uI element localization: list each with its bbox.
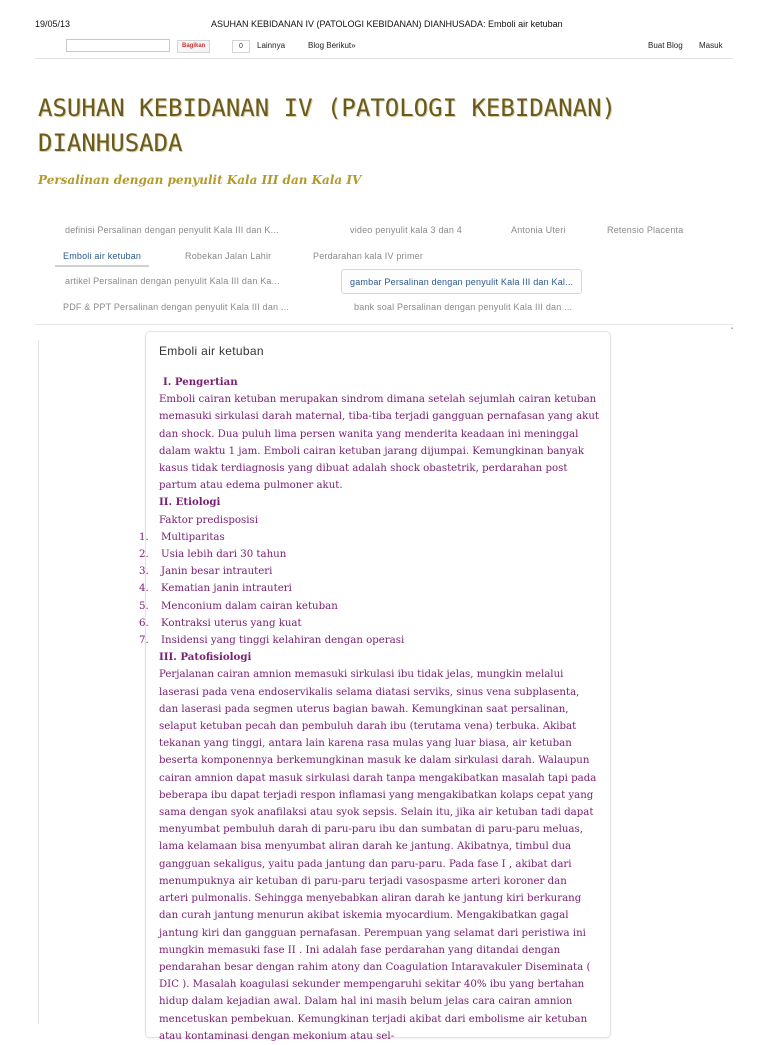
print-date: 19/05/13 bbox=[35, 19, 71, 29]
section-heading-etiologi: II. Etiologi bbox=[159, 496, 221, 509]
share-button[interactable]: Bagikan bbox=[177, 40, 210, 53]
print-title: ASUHAN KEBIDANAN IV (PATOLOGI KEBIDANAN) DIANHUSADA: Emboli air ketuban bbox=[211, 19, 563, 29]
blogger-navbar bbox=[35, 36, 733, 59]
search-input[interactable] bbox=[66, 39, 170, 52]
tab-retensio-placenta[interactable]: Retensio Placenta bbox=[607, 225, 684, 235]
tab-bank-soal[interactable]: bank soal Persalinan dengan penyulit Kala III dan ... bbox=[354, 302, 573, 312]
left-border-line bbox=[38, 340, 39, 1024]
list-item: 2. Usia lebih dari 30 tahun bbox=[139, 549, 287, 561]
list-item: 4. Kematian janin intrauteri bbox=[139, 583, 292, 595]
tab-perdarahan-kala-iv[interactable]: Perdarahan kala IV primer bbox=[313, 251, 424, 261]
print-header bbox=[0, 0, 768, 34]
next-blog-link[interactable]: Blog Berikut» bbox=[308, 41, 356, 50]
section-intro-etiologi: Faktor predisposisi bbox=[159, 514, 259, 526]
tab-gambar[interactable]: gambar Persalinan dengan penyulit Kala III dan Kal... bbox=[341, 269, 582, 294]
tab-artikel[interactable]: artikel Persalinan dengan penyulit Kala III dan Ka... bbox=[65, 276, 280, 286]
blog-title[interactable]: ASUHAN KEBIDANAN IV (PATOLOGI KEBIDANAN) DIANHUSADA bbox=[38, 94, 616, 157]
tab-video[interactable]: video penyulit kala 3 dan 4 bbox=[350, 225, 462, 235]
list-item: 6. Kontraksi uterus yang kuat bbox=[139, 617, 302, 629]
list-item: 1. Multiparitas bbox=[139, 531, 225, 543]
sign-in-link[interactable]: Masuk bbox=[699, 41, 723, 50]
section-heading-patofisiologi: III. Patofisiologi bbox=[159, 651, 252, 664]
tab-emboli-air-ketuban[interactable]: Emboli air ketuban bbox=[55, 245, 149, 267]
tab-definisi[interactable]: definisi Persalinan dengan penyulit Kala III dan K... bbox=[65, 225, 279, 235]
post-body bbox=[139, 374, 599, 1045]
page-tabs bbox=[55, 217, 715, 321]
list-item: 7. Insidensi yang tinggi kelahiran dengan operasi bbox=[139, 635, 405, 647]
post-title: Emboli air ketuban bbox=[159, 344, 264, 358]
blog-description: Persalinan dengan penyulit Kala III dan Kala IV bbox=[38, 173, 362, 187]
share-count: 0 bbox=[232, 40, 250, 53]
more-link[interactable]: Lainnya bbox=[257, 41, 286, 50]
list-item: 5. Menconium dalam cairan ketuban bbox=[139, 600, 338, 612]
tab-antonia-uteri[interactable]: Antonia Uteri bbox=[511, 225, 566, 235]
section-heading-pengertian: I. Pengertian bbox=[163, 376, 238, 388]
tabs-divider bbox=[35, 324, 733, 325]
tab-robekan-jalan-lahir[interactable]: Robekan Jalan Lahir bbox=[185, 251, 272, 261]
list-item: 3. Janin besar intrauteri bbox=[139, 566, 273, 578]
corner-mark: ▪ bbox=[731, 326, 734, 332]
tab-pdf-ppt[interactable]: PDF & PPT Persalinan dengan penyulit Kala III dan ... bbox=[63, 302, 290, 312]
etiologi-list bbox=[139, 529, 599, 649]
section-text-patofisiologi: Perjalanan cairan amnion memasuki sirkulasi ibu tidak jelas, mungkin melalui laserasi pada vena endoservikalis selama diatasi serviks, sinus vena subplasenta, dan laserasi pada segmen uterus bagian bawah. Kemungkinan saat persalinan, selaput ketuban pecah dan pembuluh darah ibu (terutama vena) terbuka. Akibat tekanan yang tinggi, antara lain karena rasa mulas yang luar biasa, air ketuban beserta komponennya berkemungkinan masuk ke dalam sirkulasi darah. Walaupun cairan amnion dapat masuk sirkulasi darah tanpa mengakibatkan masalah tapi pada beberapa ibu dapat terjadi respon inflamasi yang mengakibatkan kolaps cepat yang sama dengan syok anafilaksi atau syok sepsis. Selain itu, jika air ketuban tadi dapat menyumbat pembuluh darah di paru-paru ibu dan sumbatan di paru-paru meluas, lama kelamaan bisa menyumbat aliran darah ke jantung. Akibatnya, timbul dua gangguan sekaligus, yaitu pada jantung dan paru-paru. Pada fase I , akibat dari menumpuknya air ketuban di paru-paru terjadi vasospasme arteri koroner dan arteri pulmonalis. Sehingga menyebabkan aliran darah ke jantung kiri berkurang dan curah jantung menurun akibat iskemia myocardium. Mengakibatkan gagal jantung kiri dan gangguan pernafasan. Perempuan yang selamat dari peristiwa ini mungkin memasuki fase II . Ini adalah fase perdarahan yang ditandai dengan pendarahan besar dengan rahim atony dan Coagulation Intaravakuler Diseminata ( DIC ). Masalah koagulasi sekunder mempengaruhi sekitar 40% ibu yang bertahan hidup dalam kejadian awal. Dalam hal ini masih belum jelas cara cairan amnion mencetuskan pembekuan. Kemungkinan terjadi akibat dari embolisme air ketuban atau kontaminasi dengan mekonium atau sel- bbox=[159, 669, 597, 1042]
section-text-pengertian: Emboli cairan ketuban merupakan sindrom dimana setelah sejumlah cairan ketuban memasuki sirkulasi darah maternal, tiba-tiba terjadi gangguan pernafasan yang akut dan shock. Dua puluh lima persen wanita yang menderita keadaan ini meninggal dalam waktu 1 jam. Emboli cairan ketuban jarang dijumpai. Kemungkinan banyak kasus tidak terdiagnosis yang dibuat adalah shock obastetrik, perdarahan post partum atau edema pulmoner akut. bbox=[159, 394, 599, 492]
create-blog-link[interactable]: Buat Blog bbox=[648, 41, 683, 50]
